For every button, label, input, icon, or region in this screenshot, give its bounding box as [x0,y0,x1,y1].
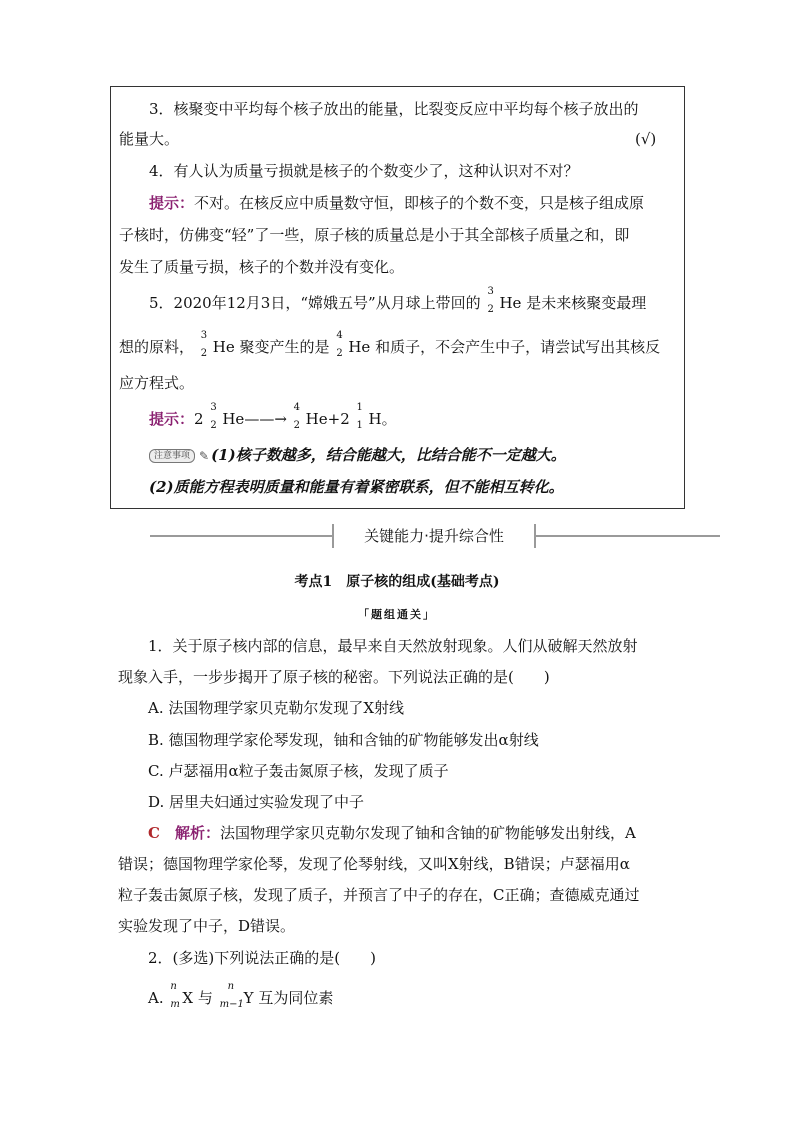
note-badge: 注意事项 [149,449,195,463]
q1-option-a: A. 法国物理学家贝克勒尔发现了X射线 [148,699,405,717]
note2: (2)质能方程表明质量和能量有着紧密联系，但不能相互转化。 [149,478,564,496]
q2-a-prefix: A. [148,989,164,1007]
x-symbol: X [182,989,194,1007]
q1-option-b: B. 德国物理学家伦琴发现，铀和含铀的矿物能够发出α射线 [148,731,539,749]
eq-coef: 2 [194,410,204,428]
q1-option-c: C. 卢瑟福用α粒子轰击氮原子核，发现了质子 [148,762,449,780]
y-isotope: n m−1 [219,981,244,1010]
hint-label: 提示： [149,410,195,428]
he-symbol: He [305,410,328,428]
q3-line1: 3．核聚变中平均每个核子放出的能量，比裂变反应中平均每个核子放出的 [149,100,639,118]
eq-end: 。 [381,410,397,428]
banner-left-rule [150,535,334,537]
q5-text1b: 是未来核聚变最理 [526,294,647,312]
x-isotope: n m [170,981,180,1010]
q3-line2: 能量大。 [119,130,180,148]
q1-answer: C [148,824,160,842]
discussion-box [110,86,685,509]
he-symbol: He [222,410,245,428]
q4-line: 4．有人认为质量亏损就是核子的个数变少了，这种认识对不对？ [149,162,579,180]
he3-isotope: 3 2 [200,330,208,359]
he4-isotope: 4 2 [293,402,301,431]
he4-isotope: 4 2 [336,330,343,359]
he3-isotope: 3 2 [210,402,217,431]
q2-a-tail: 互为同位素 [258,989,334,1007]
q5-line1 [149,286,647,315]
note2-line [149,477,564,497]
q4-hint-line2: 子核时，仿佛变“轻”了一些，原子核的质量总是小于其全部核子质量之和，即 [119,226,630,244]
h-symbol: H [368,410,382,428]
q1-analysis-line2: 错误；德国物理学家伦琴，发现了伦琴射线，又叫X射线，B错误；卢瑟福用α [118,855,630,873]
q5-text2c: 和质子，不会产生中子，请尝试写出其核反 [375,338,661,356]
y-symbol: Y [243,989,254,1007]
q5-text1a: 5．2020年12月3日，“嫦娥五号”从月球上带回的 [149,294,481,312]
q4-hint-line1 [149,193,644,213]
q5-text2b: 聚变产生的是 [239,338,330,356]
he3-isotope: 3 2 [487,286,494,315]
q5-hint-equation [149,402,397,431]
q5-line2 [119,330,661,359]
q4-hint-line3: 发生了质量亏损，核子的个数并没有变化。 [119,258,405,276]
he-symbol: He [499,294,522,312]
note1: (1)核子数越多，结合能越大，比结合能不一定越大。 [211,446,566,464]
banner-right-rule [532,535,720,537]
section-title: 考点1 原子核的组成(基础考点) [294,574,500,590]
he-symbol: He [348,338,371,356]
h1-isotope: 1 1 [356,402,363,431]
q5-text2a: 想的原料， [119,338,195,356]
q1-analysis-line3: 粒子轰击氮原子核，发现了质子，并预言了中子的存在，C正确；查德威克通过 [118,886,640,904]
pencil-icon: ✎ [199,449,210,463]
q2-stem: 2．(多选)下列说法正确的是( ) [148,949,376,967]
group-tag: 「题组通关」 [358,608,436,621]
q4-hint-text1: 不对。在核反应中质量数守恒，即核子的个数不变，只是核子组成原 [194,194,645,212]
q2-option-a [148,981,334,1010]
hint-label: 提示： [149,194,195,212]
q2-a-mid: 与 [197,989,213,1007]
section-banner [150,522,720,552]
eq-arrow: ——→ [244,410,287,428]
he-symbol: He [212,338,235,356]
eq-plus: +2 [327,410,350,428]
banner-title: 关键能力·提升综合性 [332,524,536,548]
analysis-label: 解析： [174,824,220,842]
q3-mark: (√) [635,130,657,148]
q5-line3: 应方程式。 [119,374,195,392]
note1-line [149,445,566,466]
q1-option-d: D. 居里夫妇通过实验发现了中子 [148,793,365,811]
q1-analysis-line4: 实验发现了中子，D错误。 [118,917,296,935]
q1-stem-line1: 1．关于原子核内部的信息，最早来自天然放射现象。人们从破解天然放射 [148,637,638,655]
q1-stem-line2: 现象入手，一步步揭开了原子核的秘密。下列说法正确的是( ) [118,668,550,686]
q1-ana1: 法国物理学家贝克勒尔发现了铀和含铀的矿物能够发出射线，A [219,824,636,842]
q1-analysis-line1 [148,823,636,843]
